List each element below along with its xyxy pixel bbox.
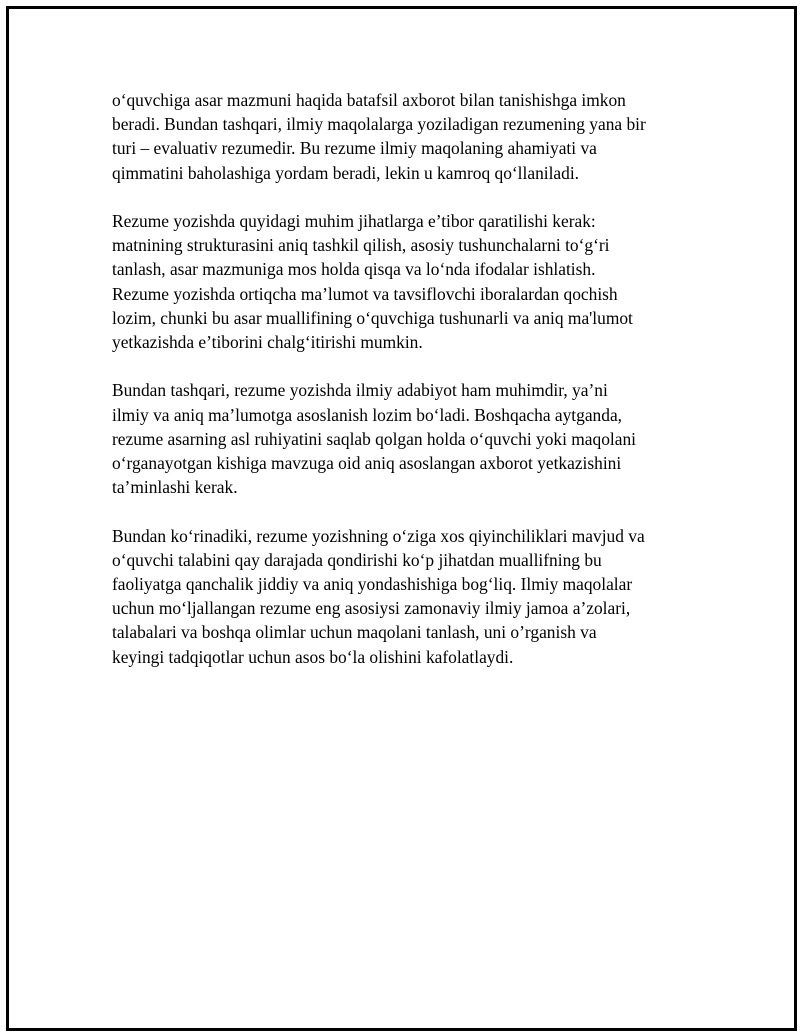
- text-line: lozim, chunki bu asar muallifining o‘quvchiga tushunarli va aniq ma'lumot: [112, 307, 633, 328]
- text-line: ta’minlashi kerak.: [112, 477, 238, 498]
- text-line: o‘quvchi talabini qay darajada qondirishi ko‘p jihatdan muallifning bu: [112, 549, 602, 570]
- text-line: turi – evaluativ rezumedir. Bu rezume ilmiy maqolaning ahamiyati va: [112, 138, 597, 159]
- text-line: Rezume yozishda ortiqcha ma’lumot va tavsiflovchi iboralardan qochish: [112, 283, 618, 304]
- document-body: [112, 88, 688, 693]
- text-line: ilmiy va aniq ma’lumotga asoslanish lozim bo‘ladi. Boshqacha aytganda,: [112, 404, 623, 425]
- text-line: keyingi tadqiqotlar uchun asos bo‘la olishini kafolatlaydi.: [112, 646, 514, 667]
- paragraph-4: [112, 524, 688, 669]
- paragraph-1: [112, 88, 688, 185]
- text-line: tanlash, asar mazmuniga mos holda qisqa va lo‘nda ifodalar ishlatish.: [112, 259, 596, 280]
- text-line: o‘rganayotgan kishiga mavzuga oid aniq asoslangan axborot yetkazishini: [112, 453, 622, 474]
- text-line: faoliyatga qanchalik jiddiy va aniq yondashishiga bog‘liq. Ilmiy maqolalar: [112, 574, 633, 595]
- text-line: talabalari va boshqa olimlar uchun maqolani tanlash, uni o’rganish va: [112, 622, 597, 643]
- text-line: Bundan ko‘rinadiki, rezume yozishning o‘ziga xos qiyinchiliklari mavjud va: [112, 525, 645, 546]
- text-line: qimmatini baholashiga yordam beradi, lekin u kamroq qo‘llaniladi.: [112, 162, 580, 183]
- text-line: yetkazishda e’tiborini chalg‘itirishi mumkin.: [112, 332, 423, 353]
- text-line: Bundan tashqari, rezume yozishda ilmiy adabiyot ham muhimdir, ya’ni: [112, 380, 608, 401]
- text-line: Rezume yozishda quyidagi muhim jihatlarga e’tibor qaratilishi kerak:: [112, 211, 596, 231]
- paragraph-3: [112, 378, 688, 499]
- text-line: o‘quvchiga asar mazmuni haqida batafsil axborot bilan tanishishga imkon: [112, 90, 626, 110]
- text-line: uchun mo‘ljallangan rezume eng asosiysi zamonaviy ilmiy jamoa a’zolari,: [112, 598, 631, 619]
- text-line: rezume asarning asl ruhiyatini saqlab qolgan holda o‘quvchi yoki maqolani: [112, 428, 636, 449]
- paragraph-2: [112, 209, 688, 354]
- text-line: beradi. Bundan tashqari, ilmiy maqolalarga yoziladigan rezumening yana bir: [112, 114, 646, 135]
- text-line: matnining strukturasini aniq tashkil qilish, asosiy tushunchalarni to‘g‘ri: [112, 235, 610, 256]
